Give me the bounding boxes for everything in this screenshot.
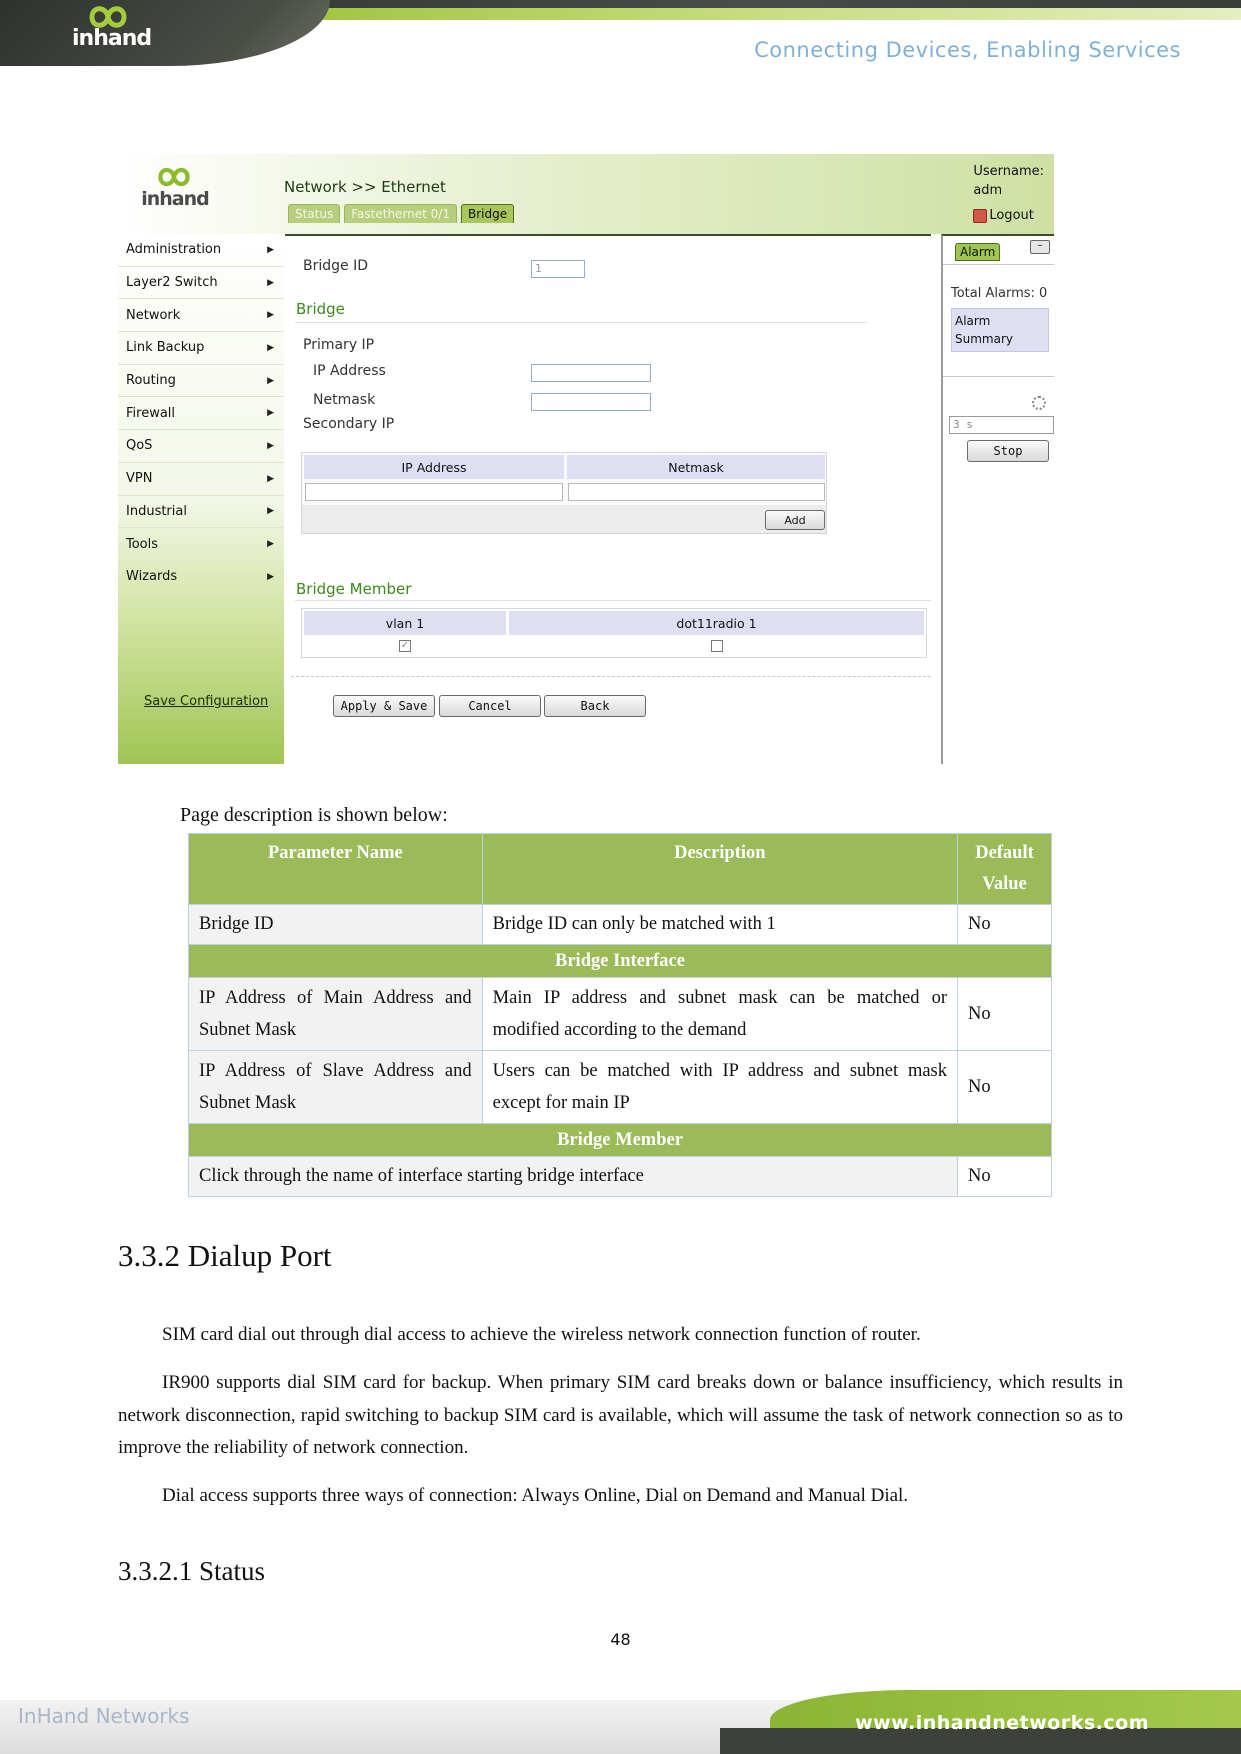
sidebar-item-layer2-switch[interactable] <box>118 267 284 300</box>
bridge-form <box>285 234 931 764</box>
column-header: Default Value <box>958 834 1052 905</box>
arrow-right-icon: ▶ <box>267 539 274 550</box>
alarm-summary-label: Summary <box>955 332 1013 346</box>
column-header: Netmask <box>567 455 825 479</box>
footer-url: www.inhandnetworks.com <box>855 1712 1149 1734</box>
sidebar-item-wizards[interactable] <box>118 561 284 594</box>
param-default: No <box>958 905 1052 945</box>
infinity-logo-icon <box>154 166 194 188</box>
column-header: IP Address <box>304 455 564 479</box>
header-tagline: Connecting Devices, Enabling Services <box>754 38 1181 62</box>
table-row <box>189 978 1052 1051</box>
arrow-right-icon: ▶ <box>267 408 274 419</box>
tab-bar <box>288 204 514 223</box>
add-button[interactable]: Add <box>765 510 825 530</box>
column-header: Parameter Name <box>189 834 483 905</box>
secondary-netmask-input[interactable] <box>568 483 825 501</box>
menu-label: Administration <box>126 242 222 258</box>
ui-logo <box>140 166 210 216</box>
table-header-row <box>189 834 1052 905</box>
bridge-id-input[interactable]: 1 <box>531 260 585 278</box>
bridge-member-table <box>301 608 927 658</box>
table-row <box>189 905 1052 945</box>
alarm-tab[interactable]: Alarm <box>955 243 1000 261</box>
refresh-interval-input[interactable]: 3 s <box>949 416 1054 434</box>
menu-label: Wizards <box>126 569 178 585</box>
arrow-right-icon: ▶ <box>267 342 274 353</box>
vlan1-checkbox[interactable]: ✓ <box>400 640 410 651</box>
param-name: IP Address of Main Address and Subnet Mask <box>189 978 483 1051</box>
menu-label: Network <box>126 307 181 323</box>
tab-fastethernet[interactable]: Fastethernet 0/1 <box>344 204 457 223</box>
bridge-id-label: Bridge ID <box>303 258 368 274</box>
table-group-row <box>189 945 1052 978</box>
total-alarms: Total Alarms: 0 <box>951 286 1048 301</box>
tab-bridge[interactable]: Bridge <box>461 204 514 223</box>
arrow-right-icon: ▶ <box>267 473 274 484</box>
param-default: No <box>958 1051 1052 1124</box>
sidebar-item-link-backup[interactable] <box>118 332 284 365</box>
alarm-panel <box>941 234 1054 764</box>
table-footer <box>302 505 826 533</box>
ui-top-bar <box>118 154 1054 234</box>
param-name: IP Address of Slave Address and Subnet Mask <box>189 1051 483 1124</box>
menu-label: Industrial <box>126 503 187 519</box>
logout-label: Logout <box>989 208 1034 223</box>
header-green-band <box>250 8 1241 20</box>
sidebar <box>118 234 284 764</box>
footer-company: InHand Networks <box>18 1704 190 1728</box>
page-header <box>0 0 1241 70</box>
arrow-right-icon: ▶ <box>267 310 274 321</box>
alarm-summary-label: Alarm <box>955 314 991 328</box>
param-name: Click through the name of interface starting bridge interface <box>189 1157 958 1197</box>
menu-label: QoS <box>126 438 153 454</box>
primary-ip-label: Primary IP <box>303 337 375 353</box>
divider <box>943 376 1054 377</box>
column-header: Description <box>482 834 957 905</box>
save-configuration-link[interactable]: Save Configuration <box>144 694 269 709</box>
intro-text: Page description is shown below: <box>180 804 448 826</box>
sidebar-item-industrial[interactable] <box>118 496 284 529</box>
alarm-summary-link[interactable] <box>951 308 1049 352</box>
arrow-right-icon: ▶ <box>267 506 274 517</box>
sidebar-item-qos[interactable] <box>118 430 284 463</box>
subsection-heading: 3.3.2.1 Status <box>118 1556 266 1586</box>
param-description: Main IP address and subnet mask can be matched or modified according to the demand <box>482 978 957 1051</box>
breadcrumb: Network >> Ethernet <box>284 178 446 196</box>
bridge-member-title: Bridge Member <box>296 580 412 598</box>
param-default: No <box>958 978 1052 1051</box>
menu-label: Tools <box>126 536 159 552</box>
sidebar-item-routing[interactable] <box>118 365 284 398</box>
group-title: Bridge Member <box>189 1124 1052 1157</box>
username-value: adm <box>973 183 1003 198</box>
secondary-ip-input[interactable] <box>305 483 563 501</box>
user-info <box>973 162 1044 225</box>
netmask-input[interactable] <box>531 393 651 411</box>
menu-label: Routing <box>126 373 176 389</box>
section-heading: 3.3.2 Dialup Port <box>118 1238 332 1273</box>
page-number: 48 <box>610 1630 631 1649</box>
stop-button[interactable]: Stop <box>967 440 1049 462</box>
inhand-logo <box>72 2 152 58</box>
arrow-right-icon: ▶ <box>267 277 274 288</box>
paragraph: IR900 supports dial SIM card for backup. When primary SIM card breaks down or balance insufficiency, which results in network disconnection, rapid switching to backup SIM card is available, which will assume the task of network connection so as to improve the reliability of network connection. <box>118 1372 1123 1458</box>
sidebar-item-tools[interactable] <box>118 528 284 561</box>
loading-spinner-icon <box>1032 396 1046 410</box>
group-title: Bridge Interface <box>189 945 1052 978</box>
column-header: dot11radio 1 <box>509 611 924 635</box>
netmask-label: Netmask <box>313 392 376 408</box>
paragraph: Dial access supports three ways of connection: Always Online, Dial on Demand and Manual Dial. <box>162 1485 909 1506</box>
sidebar-item-administration[interactable] <box>118 234 284 267</box>
arrow-right-icon: ▶ <box>267 375 274 386</box>
menu-label: Link Backup <box>126 340 205 356</box>
ip-address-input[interactable] <box>531 364 651 382</box>
table-row <box>189 1157 1052 1197</box>
paragraph: SIM card dial out through dial access to achieve the wireless network connection function of router. <box>162 1324 921 1345</box>
tab-status[interactable]: Status <box>288 204 340 223</box>
table-group-row <box>189 1124 1052 1157</box>
menu-label: Firewall <box>126 405 176 421</box>
logout-icon <box>973 209 987 223</box>
router-ui-screenshot <box>118 154 1054 764</box>
ip-address-label: IP Address <box>313 363 386 379</box>
secondary-ip-label: Secondary IP <box>303 416 395 432</box>
secondary-ip-table <box>301 452 827 534</box>
parameter-table <box>188 833 1052 1197</box>
header-wave <box>0 0 330 66</box>
menu-label: Layer2 Switch <box>126 275 218 291</box>
arrow-right-icon: ▶ <box>267 440 274 451</box>
arrow-right-icon: ▶ <box>267 571 274 582</box>
table-row <box>189 1051 1052 1124</box>
header-logo-text: inhand <box>72 26 152 51</box>
param-name: Bridge ID <box>189 905 483 945</box>
sidebar-item-firewall[interactable] <box>118 397 284 430</box>
divider <box>295 322 867 323</box>
username-label: Username: <box>973 164 1044 179</box>
apply-save-button[interactable]: Apply & Save <box>333 695 435 717</box>
divider <box>295 600 931 601</box>
menu-label: VPN <box>126 471 153 487</box>
minimize-icon[interactable]: – <box>1030 240 1050 254</box>
divider <box>291 676 931 677</box>
arrow-right-icon: ▶ <box>267 244 274 255</box>
sidebar-item-vpn[interactable] <box>118 463 284 496</box>
sidebar-item-network[interactable] <box>118 299 284 332</box>
param-default: No <box>958 1157 1052 1197</box>
bridge-section-title: Bridge <box>296 300 345 318</box>
dot11radio1-checkbox[interactable] <box>711 640 723 652</box>
divider <box>943 264 1054 265</box>
column-header: vlan 1 <box>304 611 506 635</box>
logout-link[interactable] <box>973 206 1044 225</box>
back-button[interactable]: Back <box>544 695 646 717</box>
cancel-button[interactable]: Cancel <box>439 695 541 717</box>
ui-logo-text: inhand <box>141 188 209 210</box>
param-description: Bridge ID can only be matched with 1 <box>482 905 957 945</box>
param-description: Users can be matched with IP address and subnet mask except for main IP <box>482 1051 957 1124</box>
